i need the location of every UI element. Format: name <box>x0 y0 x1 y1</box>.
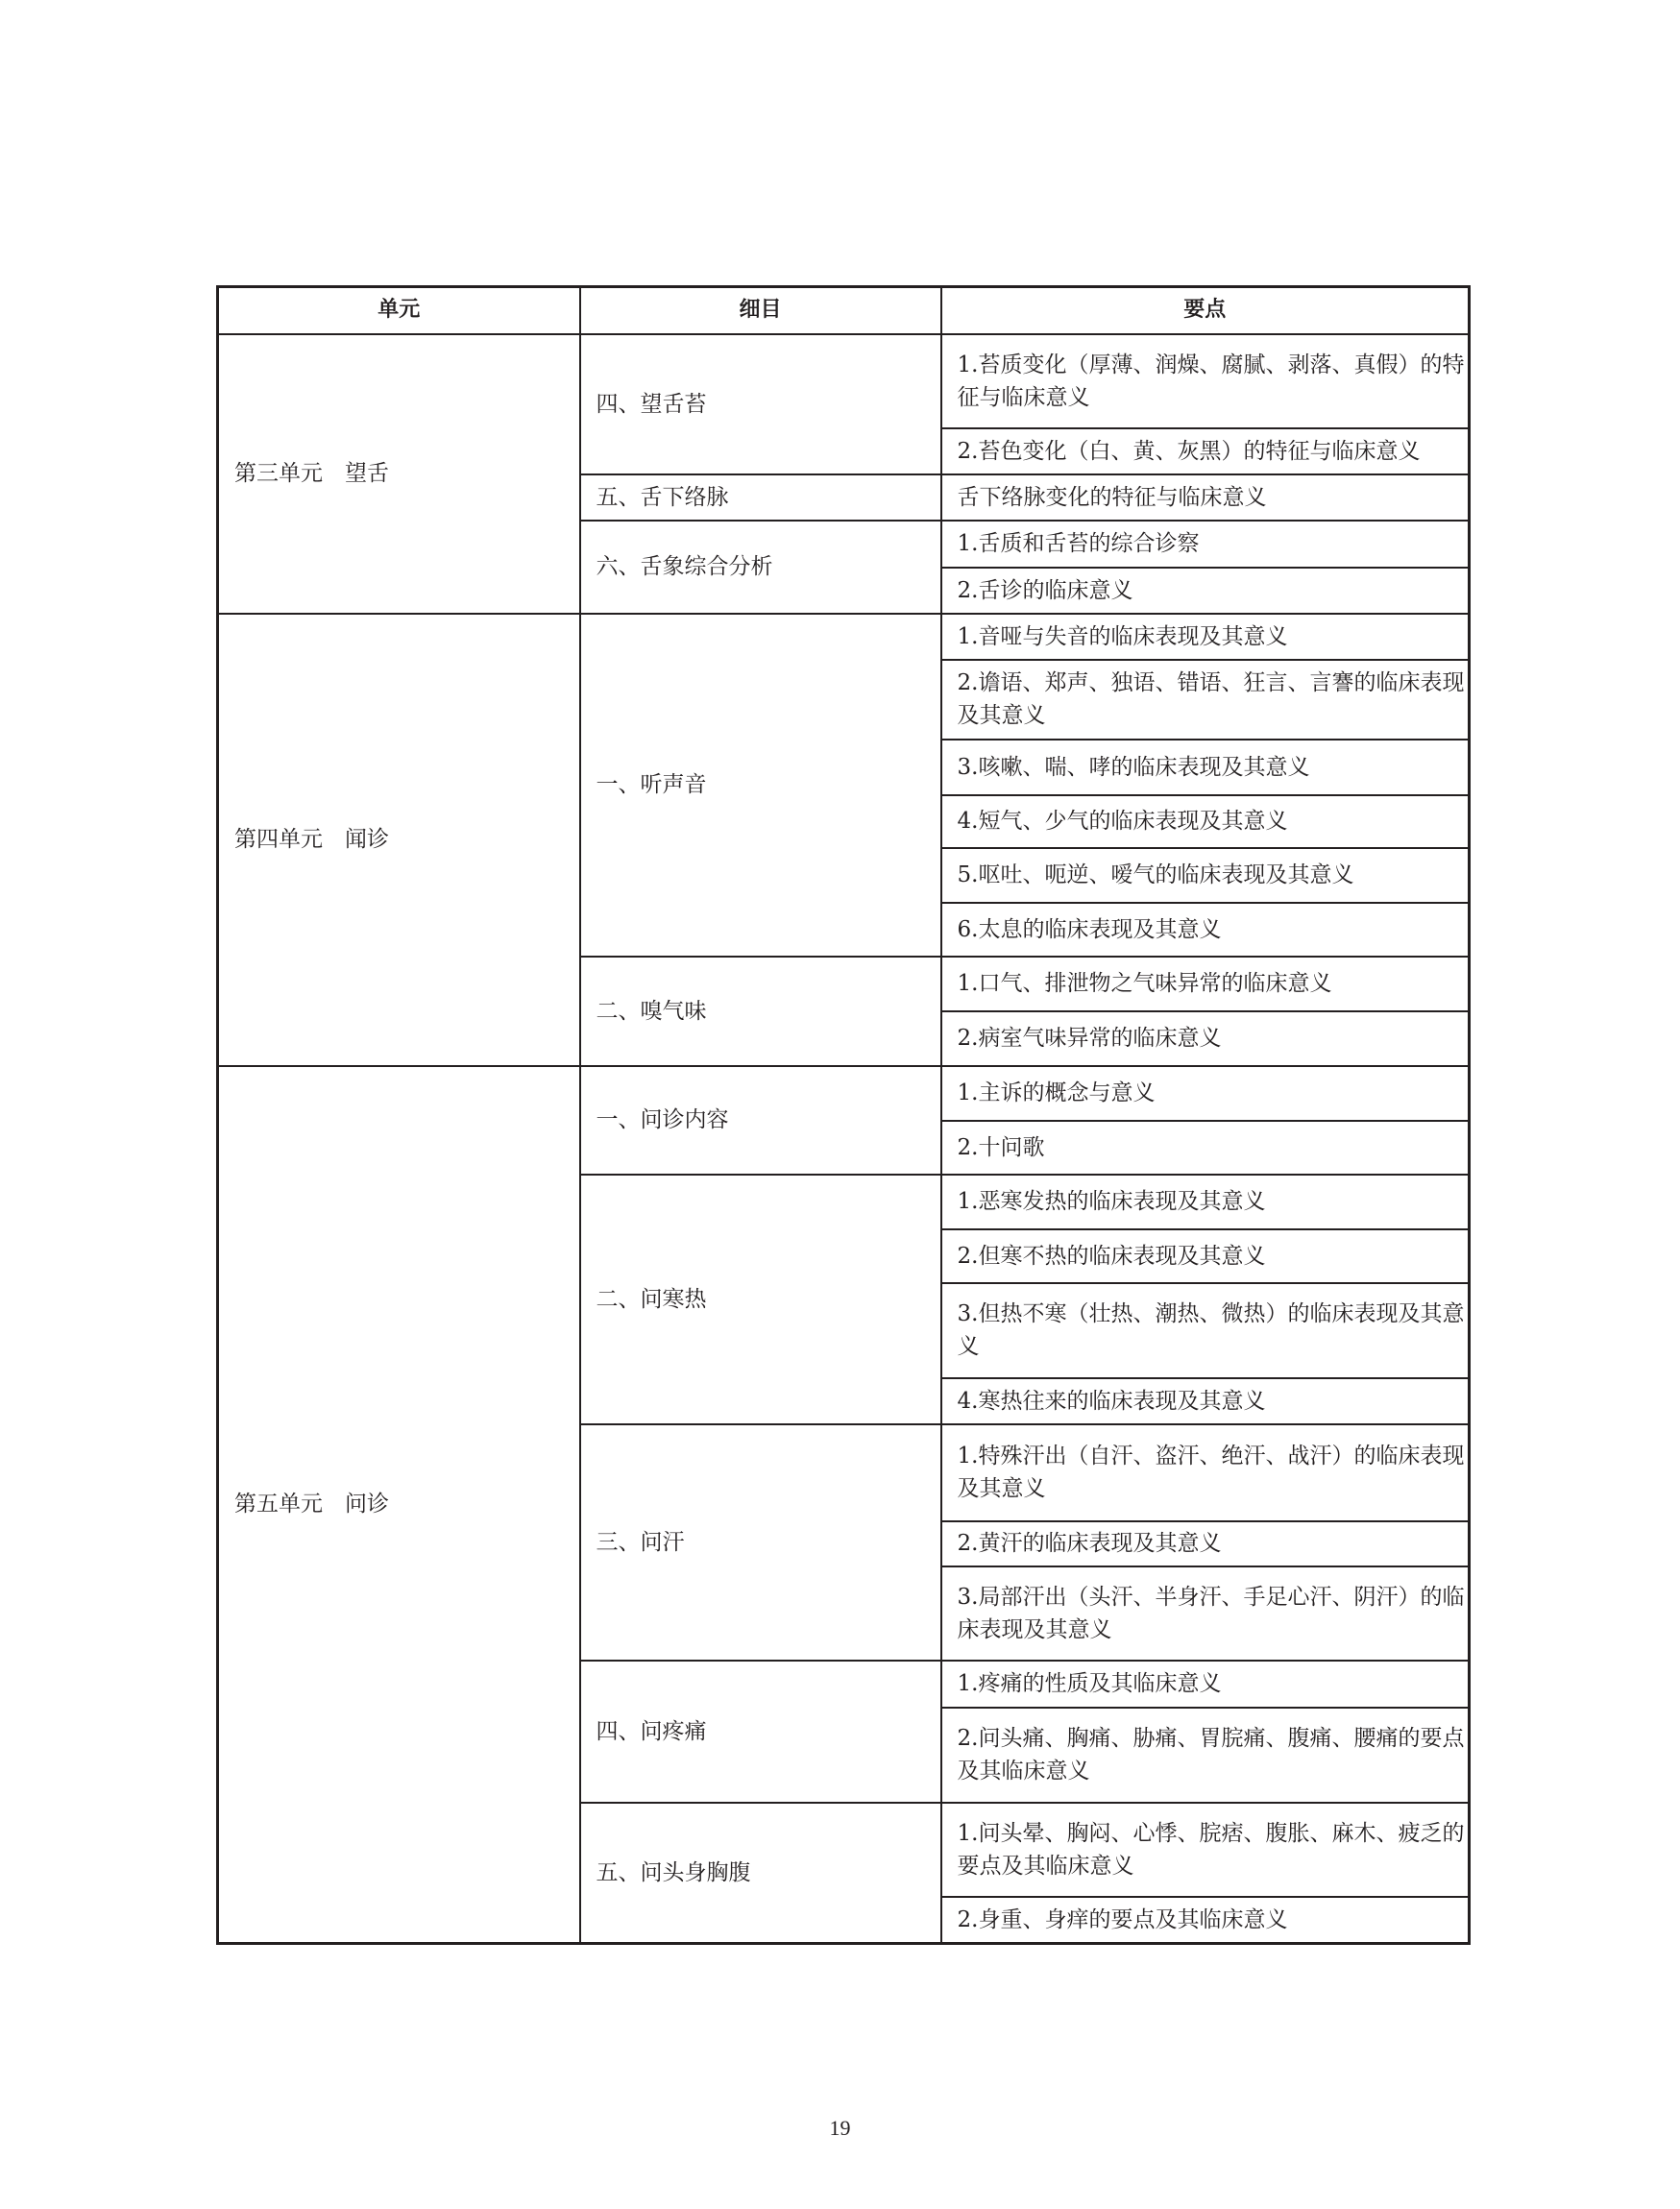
point-cell: 1.疼痛的性质及其临床意义 <box>941 1661 1470 1708</box>
item-cell: 一、问诊内容 <box>580 1066 941 1175</box>
header-unit: 单元 <box>218 287 580 334</box>
page-number: 19 <box>829 2116 851 2140</box>
point-cell: 1.苔质变化（厚薄、润燥、腐腻、剥落、真假）的特征与临床意义 <box>941 334 1470 428</box>
point-cell: 舌下络脉变化的特征与临床意义 <box>941 474 1470 521</box>
item-cell: 二、嗅气味 <box>580 957 941 1066</box>
point-cell: 2.苔色变化（白、黄、灰黑）的特征与临床意义 <box>941 428 1470 474</box>
table-row <box>218 1066 1470 1121</box>
point-cell: 3.但热不寒（壮热、潮热、微热）的临床表现及其意义 <box>941 1283 1470 1378</box>
unit-cell: 第五单元 问诊 <box>218 1066 580 1944</box>
point-cell: 1.舌质和舌苔的综合诊察 <box>941 521 1470 568</box>
point-cell: 1.主诉的概念与意义 <box>941 1066 1470 1121</box>
item-cell: 五、问头身胸腹 <box>580 1803 941 1944</box>
point-cell: 2.身重、身痒的要点及其临床意义 <box>941 1897 1470 1944</box>
header-points: 要点 <box>941 287 1470 334</box>
unit-cell: 第三单元 望舌 <box>218 334 580 614</box>
item-cell: 六、舌象综合分析 <box>580 521 941 614</box>
item-cell: 四、望舌苔 <box>580 334 941 474</box>
point-cell: 1.特殊汗出（自汗、盗汗、绝汗、战汗）的临床表现及其意义 <box>941 1424 1470 1521</box>
item-cell: 三、问汗 <box>580 1424 941 1661</box>
point-cell: 3.咳嗽、喘、哮的临床表现及其意义 <box>941 740 1470 795</box>
point-cell: 1.恶寒发热的临床表现及其意义 <box>941 1175 1470 1229</box>
point-cell: 3.局部汗出（头汗、半身汗、手足心汗、阴汗）的临床表现及其意义 <box>941 1566 1470 1661</box>
point-cell: 2.十问歌 <box>941 1121 1470 1175</box>
item-cell: 二、问寒热 <box>580 1175 941 1424</box>
point-cell: 5.呕吐、呃逆、嗳气的临床表现及其意义 <box>941 848 1470 903</box>
point-cell: 2.谵语、郑声、独语、错语、狂言、言謇的临床表现及其意义 <box>941 660 1470 740</box>
table-row <box>218 614 1470 660</box>
point-cell: 1.口气、排泄物之气味异常的临床意义 <box>941 957 1470 1011</box>
point-cell: 2.但寒不热的临床表现及其意义 <box>941 1229 1470 1283</box>
item-cell: 四、问疼痛 <box>580 1661 941 1803</box>
table-row <box>218 334 1470 428</box>
point-cell: 4.寒热往来的临床表现及其意义 <box>941 1378 1470 1424</box>
point-cell: 1.问头晕、胸闷、心悸、脘痞、腹胀、麻木、疲乏的要点及其临床意义 <box>941 1803 1470 1897</box>
header-row <box>218 287 1470 334</box>
point-cell: 6.太息的临床表现及其意义 <box>941 903 1470 957</box>
unit-cell: 第四单元 闻诊 <box>218 614 580 1066</box>
point-cell: 2.问头痛、胸痛、胁痛、胃脘痛、腹痛、腰痛的要点及其临床意义 <box>941 1708 1470 1803</box>
point-cell: 4.短气、少气的临床表现及其意义 <box>941 795 1470 848</box>
point-cell: 2.病室气味异常的临床意义 <box>941 1011 1470 1066</box>
header-item: 细目 <box>580 287 941 334</box>
item-cell: 五、舌下络脉 <box>580 474 941 521</box>
point-cell: 2.黄汗的临床表现及其意义 <box>941 1521 1470 1566</box>
item-cell: 一、听声音 <box>580 614 941 957</box>
syllabus-table <box>216 285 1471 1945</box>
point-cell: 2.舌诊的临床意义 <box>941 568 1470 614</box>
point-cell: 1.音哑与失音的临床表现及其意义 <box>941 614 1470 660</box>
